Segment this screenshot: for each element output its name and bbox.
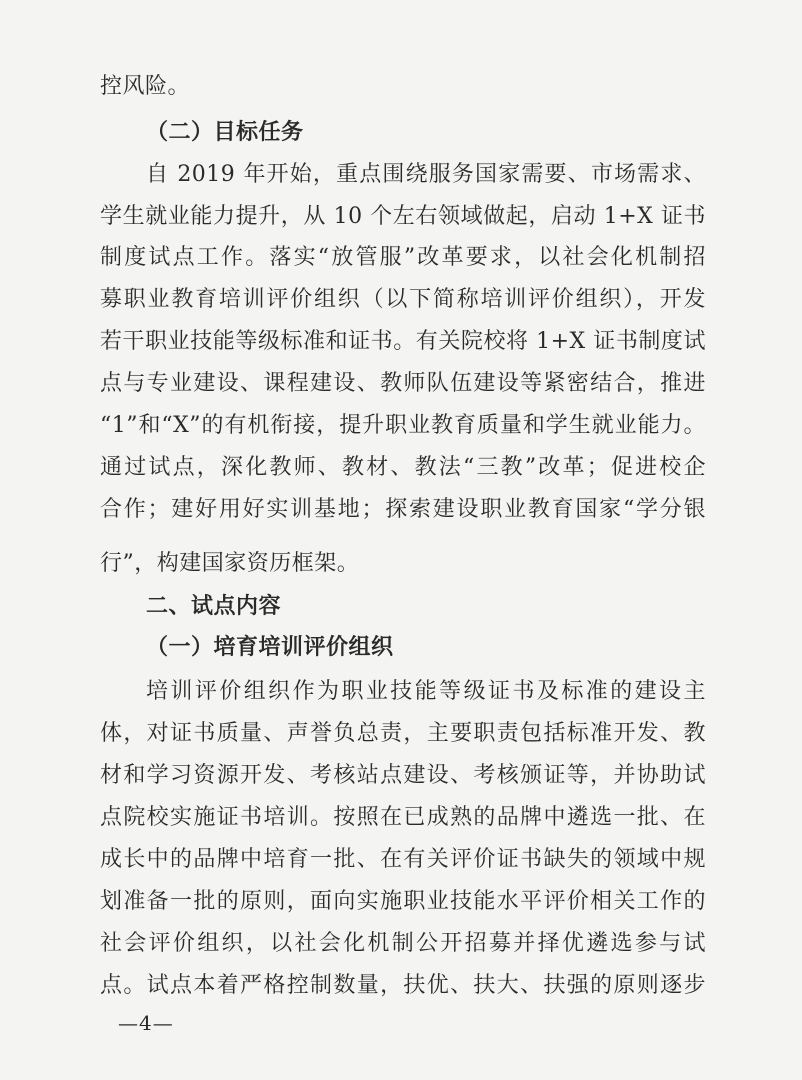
- subsection-heading: （一）培育培训评价组织: [146, 635, 394, 660]
- text-line: 制度试点工作。落实“放管服”改革要求，以社会化机制招: [100, 245, 706, 270]
- text-line: 若干职业技能等级标准和证书。有关院校将 1+X 证书制度试: [100, 329, 706, 354]
- text-line: 控风险。: [100, 74, 191, 99]
- text-line: “1”和“X”的有机衔接，提升职业教育质量和学生就业能力。: [100, 413, 706, 438]
- text-line: 材和学习资源开发、考核站点建设、考核颁证等，并协助试: [100, 763, 706, 788]
- text-line: 自 2019 年开始，重点围绕服务国家需要、市场需求、: [146, 162, 706, 187]
- page-number: —4—: [118, 1011, 174, 1035]
- text-line: 点院校实施证书培训。按照在已成熟的品牌中遴选一批、在: [100, 805, 706, 830]
- text-line: 点与专业建设、课程建设、教师队伍建设等紧密结合，推进: [100, 371, 706, 396]
- text-line: 培训评价组织作为职业技能等级证书及标准的建设主: [146, 679, 706, 704]
- text-line: 划准备一批的原则，面向实施职业技能水平评价相关工作的: [100, 889, 706, 914]
- subsection-heading: （二）目标任务: [146, 120, 304, 145]
- text-line: 成长中的品牌中培育一批、在有关评价证书缺失的领域中规: [100, 847, 706, 872]
- text-line: 体，对证书质量、声誉负总责，主要职责包括标准开发、教: [100, 721, 706, 746]
- text-line: 行”，构建国家资历框架。: [100, 551, 360, 576]
- text-line: 募职业教育培训评价组织（以下简称培训评价组织），开发: [100, 287, 706, 312]
- section-heading: 二、试点内容: [146, 594, 282, 619]
- text-line: 合作；建好用好实训基地；探索建设职业教育国家“学分银: [100, 497, 706, 522]
- text-line: 社会评价组织，以社会化机制公开招募并择优遴选参与试: [100, 931, 706, 956]
- text-line: 学生就业能力提升，从 10 个左右领域做起，启动 1+X 证书: [100, 204, 706, 229]
- text-line: 点。试点本着严格控制数量，扶优、扶大、扶强的原则逐步: [100, 973, 706, 998]
- text-line: 通过试点，深化教师、教材、教法“三教”改革；促进校企: [100, 455, 706, 480]
